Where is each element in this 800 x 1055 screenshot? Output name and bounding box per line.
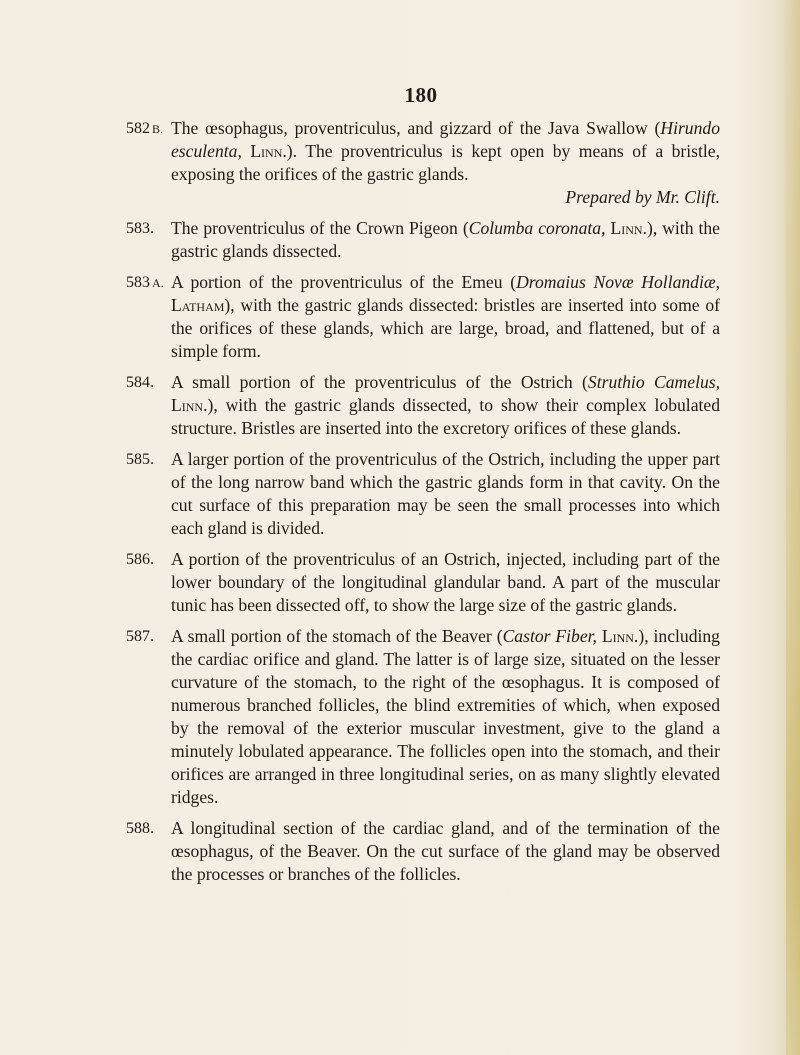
entry-number-suffix: B. <box>152 122 164 136</box>
catalogue-entry <box>126 448 720 540</box>
entry-number <box>126 548 154 571</box>
description-text: A small portion of the stomach of the Beaver ( <box>171 626 503 646</box>
description-text: A larger portion of the proventriculus of the Ostrich, including the upper part of the long narrow band which the gastric glands form in that cavity. On the cut surface of this preparation may be seen the small processes into which each gland is divided. <box>171 449 720 538</box>
description-text: A small portion of the proventriculus of the Ostrich ( <box>171 372 588 392</box>
entry-description <box>171 371 720 440</box>
entry-number-value: 587. <box>126 628 154 645</box>
entry-number-value: 585. <box>126 451 154 468</box>
catalogue-entry <box>126 548 720 617</box>
page-number: 180 <box>404 83 438 107</box>
entry-number <box>126 271 164 295</box>
entry-number-value: 582 <box>126 120 150 137</box>
entry-number <box>126 217 154 240</box>
authority-name: Latham <box>171 295 225 315</box>
entry-number-value: 583 <box>126 274 150 291</box>
entry-description <box>171 217 720 263</box>
description-text: ), with the gastric glands dissected. <box>171 218 720 261</box>
catalogue-entry <box>126 371 720 440</box>
entry-number <box>126 817 154 840</box>
entry-number-value: 584. <box>126 374 154 391</box>
catalogue-entry <box>126 271 720 363</box>
page-edge-stain <box>786 0 800 1055</box>
entry-description <box>171 625 720 809</box>
entry-description <box>171 548 720 617</box>
authority-name: Linn. <box>610 218 647 238</box>
entry-number-suffix: A. <box>152 276 164 290</box>
entry-description <box>171 817 720 886</box>
species-name: Dromaius Novæ Hollandiæ, <box>516 272 720 292</box>
entry-number <box>126 117 163 141</box>
species-name: Castor Fiber, <box>502 626 597 646</box>
description-text: A portion of the proventriculus of the Emeu ( <box>171 272 517 292</box>
entry-description <box>171 448 720 540</box>
description-text: A longitudinal section of the cardiac gland, and of the termination of the œsophagus, of the Beaver. On the cut surface of the gland may be observed the processes or branches of the follicles. <box>171 818 720 884</box>
entry-number <box>126 625 154 648</box>
catalogue-entry <box>126 625 720 809</box>
species-name: Struthio Camelus, <box>587 372 721 392</box>
species-name: Hirundo esculenta, <box>171 118 720 161</box>
catalogue-entry <box>126 817 720 886</box>
entry-number <box>126 448 154 471</box>
species-name: Columba coronata, <box>468 218 606 238</box>
entry-description <box>171 271 720 363</box>
catalogue-entry <box>126 117 720 209</box>
description-text: ), with the gastric glands dissected: bristles are inserted into some of the orifices of these glands, which are large, broad, and flattened, but of a simple form. <box>171 295 720 361</box>
description-text: ). The proventriculus is kept open by means of a bristle, exposing the orifices of the gastric glands. <box>171 141 720 184</box>
description-text: The œsophagus, proventriculus, and gizzard of the Java Swallow ( <box>171 118 661 138</box>
catalogue-entries <box>126 117 720 894</box>
entry-description <box>171 117 720 186</box>
entry-number-value: 583. <box>126 220 154 237</box>
description-text: ), with the gastric glands dissected, to show their complex lobulated structure. Bristles are inserted into the excretory orifices of these glands. <box>171 395 720 438</box>
authority-name: Linn. <box>171 395 208 415</box>
preparer-credit: Prepared by Mr. Clift. <box>565 187 720 207</box>
description-text: ), including the cardiac orifice and gland. The latter is of large size, situated on the lesser curvature of the stomach, to the right of the œsophagus. It is composed of numerous branched follicles, the blind extremities of which, when exposed by the removal of the exterior muscular investment, give to the gland a minutely lobulated appearance. The follicles open into the stomach, and their orifices are arranged in three longitudinal series, on as many slightly elevated ridges. <box>171 626 720 807</box>
catalogue-entry <box>126 217 720 263</box>
authority-name: Linn. <box>250 141 287 161</box>
description-text: The proventriculus of the Crown Pigeon ( <box>171 218 469 238</box>
authority-name: Linn. <box>601 626 639 646</box>
description-text: A portion of the proventriculus of an Ostrich, injected, including part of the lower boundary of the longitudinal glandular band. A part of the muscular tunic has been dissected off, to show the large size of the gastric glands. <box>171 549 720 615</box>
entry-number <box>126 371 154 394</box>
entry-number-value: 586. <box>126 551 154 568</box>
entry-number-value: 588. <box>126 820 154 837</box>
